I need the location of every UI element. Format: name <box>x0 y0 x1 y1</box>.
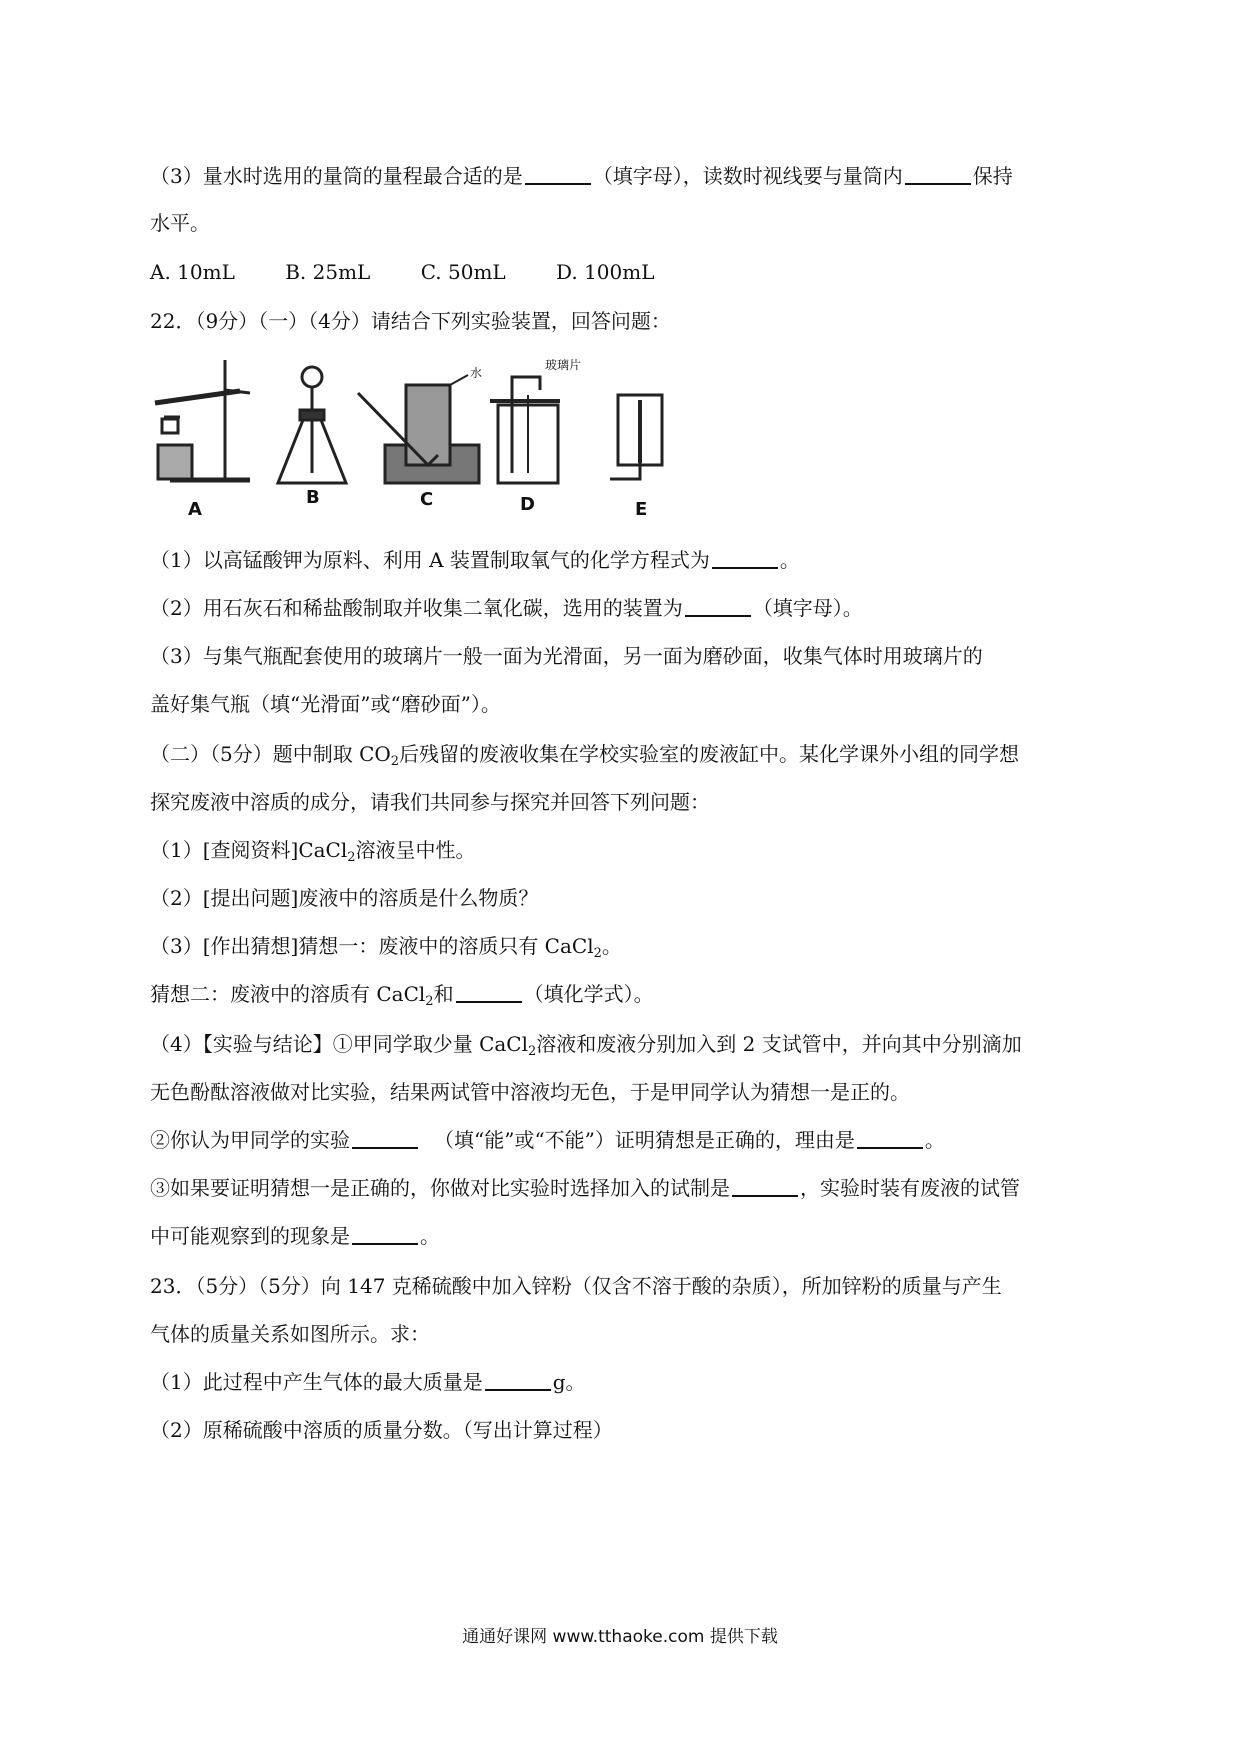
q23-part2: （2）原稀硫酸中溶质的质量分数。（写出计算过程） <box>150 1418 613 1442</box>
apparatus-e <box>610 395 662 479</box>
choice-a: A. 10mL <box>150 260 235 284</box>
q22-part1: （1）以高锰酸钾为原料、利用 A 装置制取氧气的化学方程式为 。 <box>150 548 800 572</box>
q22-heading: 22．（9分）（一）（4分）请结合下列实验装置，回答问题： <box>150 309 671 333</box>
q22-step6-line1: ③如果要证明猜想一是正确的，你做对比实验时选择加入的试制是 ，实验时装有废液的试管 <box>150 1176 1020 1200</box>
label-d: D <box>520 494 535 515</box>
answer-blank[interactable] <box>712 549 778 569</box>
apparatus-d <box>490 377 560 483</box>
answer-blank[interactable] <box>352 1225 418 1245</box>
apparatus-b <box>278 367 346 483</box>
answer-blank[interactable] <box>525 165 591 185</box>
choice-c: C. 50mL <box>420 260 506 284</box>
q22-step4-line1: （4）【实验与结论】①甲同学取少量 CaCl$_2$溶液和废液分别加入到 2 支试管中，并向其中分别滴加 <box>150 1032 1022 1059</box>
q21-part3-line1: （3）量水时选用的量筒的量程最合适的是 （填字母），读数时视线要与量筒内 保持 <box>150 164 1013 188</box>
apparatus-a <box>155 360 250 480</box>
answer-blank[interactable] <box>857 1129 923 1149</box>
choice-b: B. 25mL <box>285 260 371 284</box>
q21-part3-line2: 水平。 <box>150 211 210 235</box>
label-b: B <box>306 487 320 508</box>
answer-blank[interactable] <box>732 1177 798 1197</box>
answer-blank[interactable] <box>456 983 522 1003</box>
answer-blank[interactable] <box>485 1371 551 1391</box>
q22-step2: （2）[提出问题]废液中的溶质是什么物质？ <box>150 886 539 910</box>
q22-section2-line1: （二）（5分）题中制取 $CO_2$后残留的废液收集在学校实验室的废液缸中。某化学课外小组的同学想 <box>150 742 1020 769</box>
q21-choices <box>150 258 699 286</box>
q22-step1: （1）[查阅资料]CaCl$_2$溶液呈中性。 <box>150 838 476 865</box>
q22-step4-line2: 无色酚酞溶液做对比实验，结果两试管中溶液均无色，于是甲同学认为猜想一是正的。 <box>150 1080 910 1104</box>
q23-part1: （1）此过程中产生气体的最大质量是 g。 <box>150 1370 586 1394</box>
q22-guess2: 猜想二：废液中的溶质有 CaCl$_2$和 （填化学式）。 <box>150 982 654 1009</box>
q22-step3: （3）[作出猜想]猜想一：废液中的溶质只有 CaCl$_2$。 <box>150 934 622 961</box>
q22-step5: ②你认为甲同学的实验 （填“能”或“不能”）证明猜想是正确的，理由是 。 <box>150 1128 945 1152</box>
water-label: 水 <box>470 366 483 380</box>
q22-part2: （2）用石灰石和稀盐酸制取并收集二氧化碳，选用的装置为 （填字母）。 <box>150 596 863 620</box>
glass-plate-label: 玻璃片 <box>545 358 582 372</box>
q22-part3-line1: （3）与集气瓶配套使用的玻璃片一般一面为光滑面，另一面为磨砂面，收集气体时用玻璃片的 <box>150 644 983 668</box>
q23-heading-line2: 气体的质量关系如图所示。求： <box>150 1322 430 1346</box>
apparatus-c <box>358 375 479 483</box>
answer-blank[interactable] <box>685 597 751 617</box>
label-e: E <box>635 499 648 520</box>
label-a: A <box>188 499 202 520</box>
q23-heading-line1: 23．（5分）（5分）向 147 克稀硫酸中加入锌粉（仅含不溶于酸的杂质），所加锌粉的质量与产生 <box>150 1274 1002 1298</box>
q22-part3-line2: 盖好集气瓶（填“光滑面”或“磨砂面”）。 <box>150 692 501 716</box>
answer-blank[interactable] <box>905 165 971 185</box>
answer-blank[interactable] <box>352 1129 418 1149</box>
page-footer: 通通好课网 www.tthaoke.com 提供下载 <box>462 1627 778 1647</box>
apparatus-figure <box>150 355 780 525</box>
choice-d: D. 100mL <box>556 260 655 284</box>
label-c: C <box>420 489 434 510</box>
q22-step6-line2: 中可能观察到的现象是 。 <box>150 1224 440 1248</box>
q22-section2-line2: 探究废液中溶质的成分，请我们共同参与探究并回答下列问题： <box>150 790 710 814</box>
